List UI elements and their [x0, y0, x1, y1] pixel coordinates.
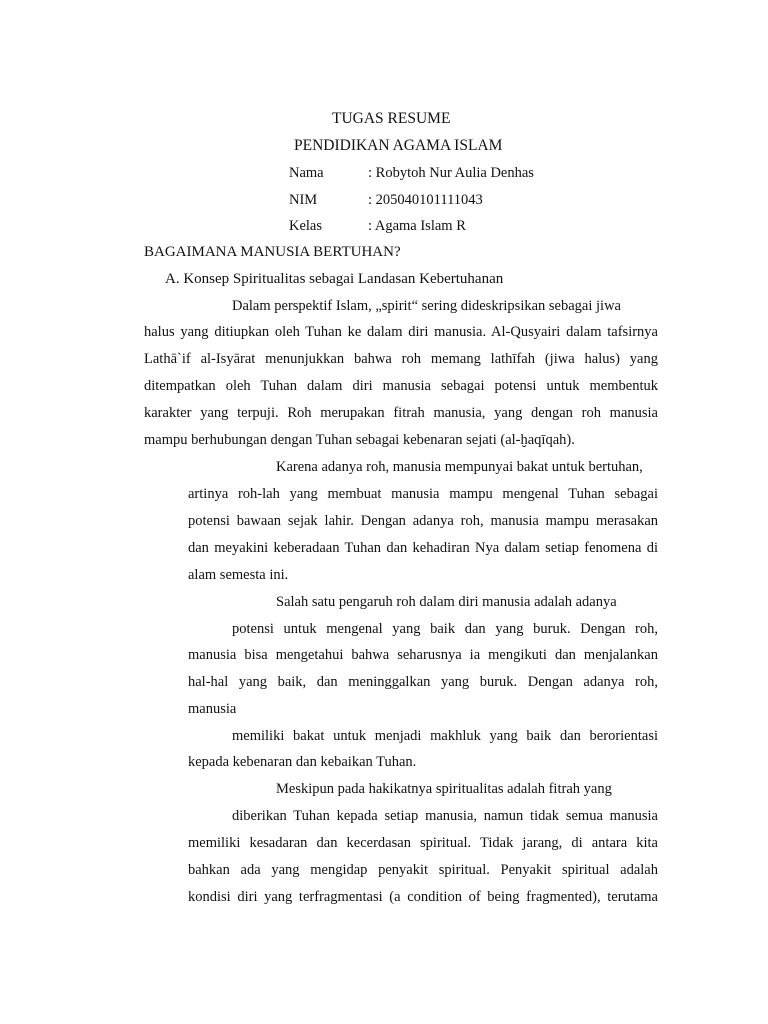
- info-value-kelas: : Agama Islam R: [368, 218, 466, 234]
- paragraph-line: halus yang ditiupkan oleh Tuhan ke dalam diri manusia. Al-Qusyairi dalam tafsirnya: [144, 324, 658, 340]
- paragraph-line: Dalam perspektif Islam, „spirit“ sering dideskripsikan sebagai jiwa: [232, 298, 621, 314]
- paragraph-line: diberikan Tuhan kepada setiap manusia, namun tidak semua manusia: [232, 808, 658, 824]
- info-label-kelas: Kelas: [289, 218, 323, 234]
- paragraph-line: bahkan ada yang mengidap penyakit spiritual. Penyakit spiritual adalah: [188, 862, 658, 878]
- paragraph-line: manusia: [188, 701, 237, 717]
- section-heading: BAGAIMANA MANUSIA BERTUHAN?: [144, 244, 401, 260]
- paragraph-line: memiliki kesadaran dan kecerdasan spiritual. Tidak jarang, di antara kita: [188, 835, 658, 851]
- paragraph-line: manusia bisa mengetahui bahwa seharusnya ia mengikuti dan menjalankan: [188, 647, 658, 663]
- paragraph-line: Lathā`if al-Isyārat menunjukkan bahwa roh memang lathīfah (jiwa halus) yang: [144, 351, 658, 367]
- paragraph-line: artinya roh-lah yang membuat manusia mampu mengenal Tuhan sebagai: [188, 486, 658, 502]
- paragraph-line: Karena adanya roh, manusia mempunyai bakat untuk bertuhan,: [276, 459, 643, 475]
- paragraph-line: ditempatkan oleh Tuhan dalam diri manusia sebagai potensi untuk membentuk: [144, 378, 658, 394]
- paragraph-line: kepada kebenaran dan kebaikan Tuhan.: [188, 754, 417, 770]
- paragraph-line: potensi untuk mengenal yang baik dan yang buruk. Dengan roh,: [232, 621, 658, 637]
- info-value-nim: : 205040101111043: [368, 192, 483, 208]
- paragraph-line: alam semesta ini.: [188, 567, 289, 583]
- paragraph-line: potensi bawaan sejak lahir. Dengan adanya roh, manusia mampu merasakan: [188, 513, 658, 529]
- info-value-nama: : Robytoh Nur Aulia Denhas: [368, 165, 534, 181]
- info-label-nama: Nama: [289, 165, 324, 181]
- paragraph-line: kondisi diri yang terfragmentasi (a condition of being fragmented), terutama: [188, 889, 658, 905]
- paragraph-line: memiliki bakat untuk menjadi makhluk yang baik dan berorientasi: [232, 728, 658, 744]
- paragraph-line: Meskipun pada hakikatnya spiritualitas adalah fitrah yang: [276, 781, 612, 797]
- subsection-heading: A. Konsep Spiritualitas sebagai Landasan Kebertuhanan: [165, 271, 504, 287]
- paragraph-line: mampu berhubungan dengan Tuhan sebagai kebenaran sejati (al-ḫaqīqah).: [144, 432, 575, 448]
- document-title: TUGAS RESUME: [332, 110, 451, 127]
- paragraph-line: karakter yang terpuji. Roh merupakan fitrah manusia, yang dengan roh manusia: [144, 405, 658, 421]
- document-subtitle: PENDIDIKAN AGAMA ISLAM: [294, 137, 503, 154]
- paragraph-line: dan meyakini keberadaan Tuhan dan kehadiran Nya dalam setiap fenomena di: [188, 540, 658, 556]
- info-label-nim: NIM: [289, 192, 318, 208]
- paragraph-line: hal-hal yang baik, dan meninggalkan yang buruk. Dengan adanya roh,: [188, 674, 658, 690]
- paragraph-line: Salah satu pengaruh roh dalam diri manusia adalah adanya: [276, 594, 617, 610]
